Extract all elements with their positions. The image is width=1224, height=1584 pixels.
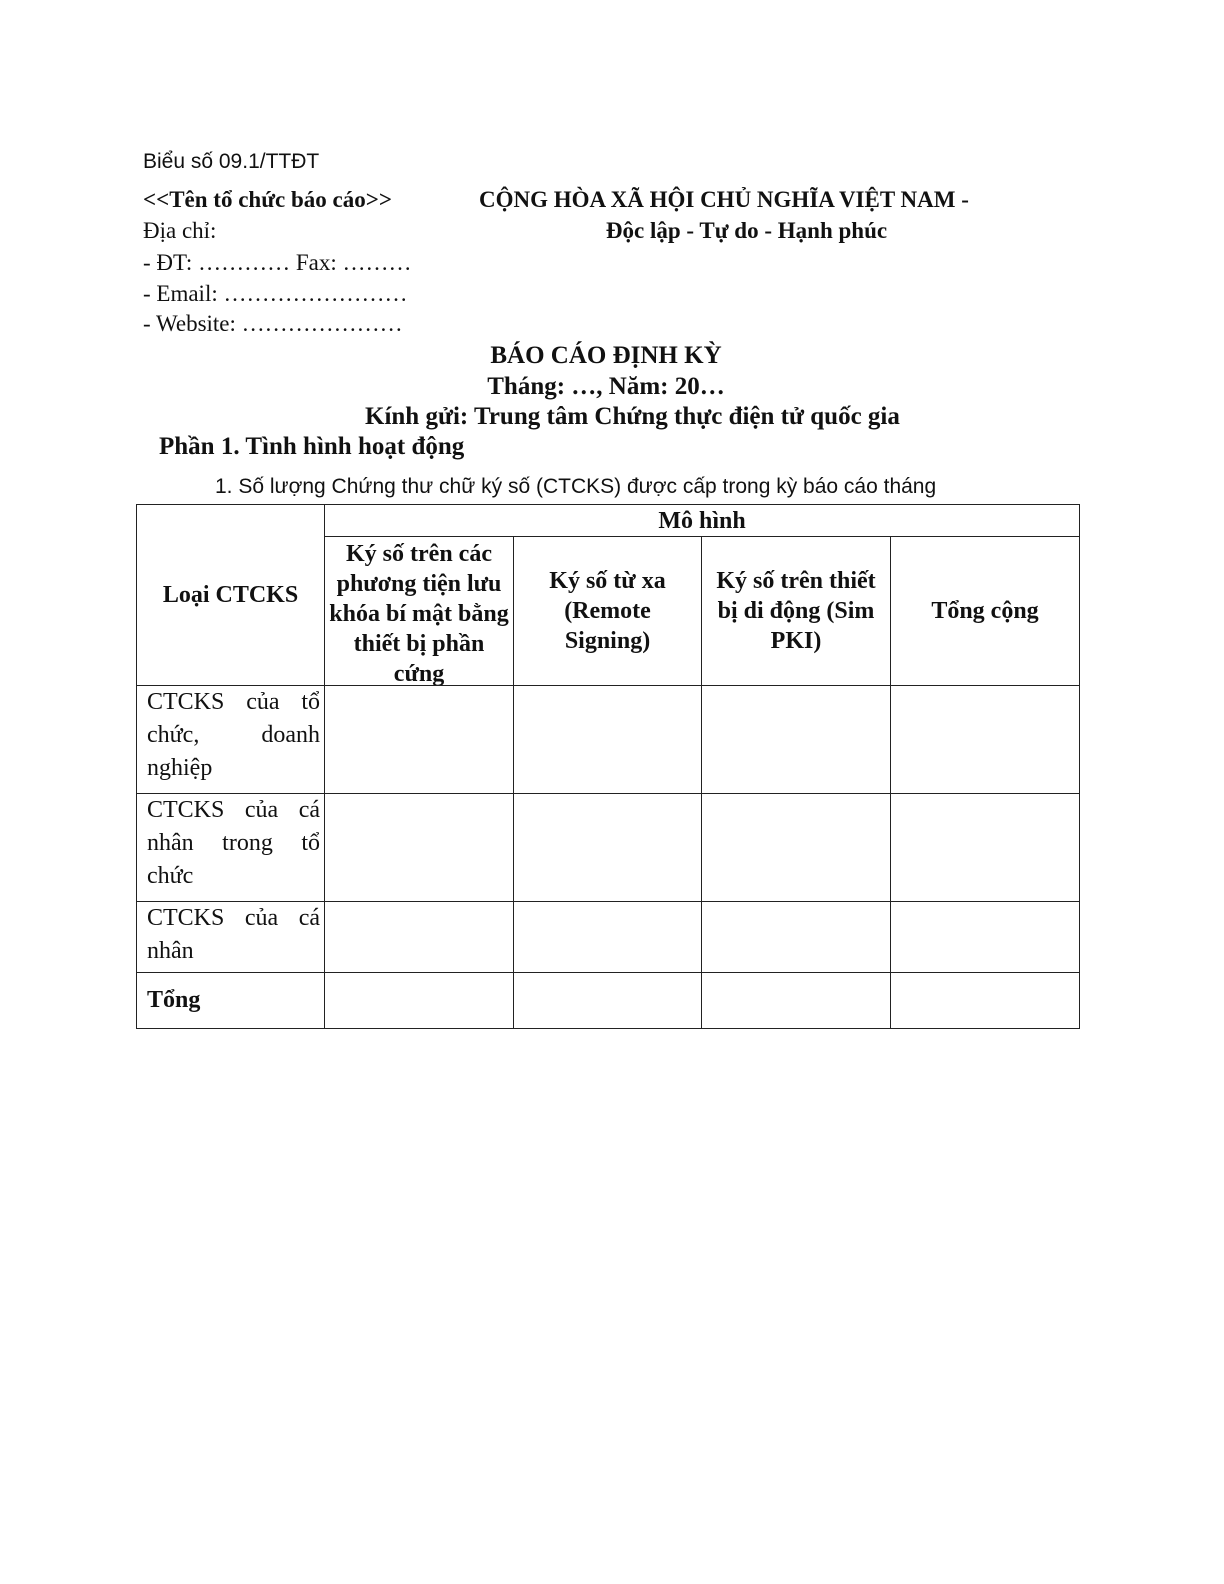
- national-title: CỘNG HÒA XÃ HỘI CHỦ NGHĨA VIỆT NAM -: [479, 187, 969, 212]
- row-label: CTCKS của tổ chức, doanh nghiệp: [137, 686, 325, 794]
- table-cell[interactable]: [702, 902, 891, 973]
- header-remote-label: Ký số từ xa (Remote Signing): [549, 568, 666, 654]
- table-cell[interactable]: [514, 686, 702, 794]
- row-label: CTCKS của cá nhân: [137, 902, 325, 973]
- table-cell[interactable]: [514, 902, 702, 973]
- form-code: Biểu số 09.1/TTĐT: [143, 150, 320, 173]
- header-mobile-label: Ký số trên thiết bị di động (Sim PKI): [716, 568, 876, 654]
- table-cell[interactable]: [325, 973, 514, 1029]
- report-period: Tháng: …, Năm: 20…: [487, 373, 725, 400]
- table-cell[interactable]: [891, 973, 1080, 1029]
- table-cell[interactable]: [514, 973, 702, 1029]
- table-cell[interactable]: [702, 973, 891, 1029]
- header-type: Loại CTCKS: [137, 505, 325, 686]
- table-cell[interactable]: [325, 902, 514, 973]
- header-total: Tổng cộng: [891, 537, 1080, 686]
- report-title: BÁO CÁO ĐỊNH KỲ: [490, 342, 722, 369]
- org-address: Địa chỉ:: [143, 218, 217, 243]
- table-cell[interactable]: [891, 794, 1080, 902]
- org-website: - Website: …………………: [143, 311, 403, 336]
- header-remote: [514, 537, 702, 686]
- section-item: 1. Số lượng Chứng thư chữ ký số (CTCKS) được cấp trong kỳ báo cáo tháng: [215, 475, 937, 498]
- national-motto: Độc lập - Tự do - Hạnh phúc: [605, 218, 888, 243]
- table-header-row: [137, 505, 1080, 537]
- table-cell[interactable]: [325, 794, 514, 902]
- org-email: - Email: ……………………: [143, 281, 408, 306]
- table-row: [137, 794, 1080, 902]
- ctcks-table: [136, 504, 1080, 1029]
- report-recipient: Kính gửi: Trung tâm Chứng thực điện tử quốc gia: [365, 403, 900, 430]
- table-total-row: [137, 973, 1080, 1029]
- header-hardware: [325, 537, 514, 686]
- org-phone-fax: - ĐT: ………… Fax: ………: [143, 250, 412, 275]
- header-model-group: Mô hình: [325, 505, 1080, 537]
- header-mobile: [702, 537, 891, 686]
- table-cell[interactable]: [891, 686, 1080, 794]
- header-hardware-label: Ký số trên các phương tiện lưu khóa bí mật bằng thiết bị phần cứng: [329, 541, 509, 685]
- section-title: Phần 1. Tình hình hoạt động: [159, 433, 465, 460]
- table-cell[interactable]: [514, 794, 702, 902]
- table-cell[interactable]: [702, 686, 891, 794]
- table-cell[interactable]: [325, 686, 514, 794]
- row-label: CTCKS của cá nhân trong tổ chức: [137, 794, 325, 902]
- table-row: [137, 902, 1080, 973]
- table-cell[interactable]: [891, 902, 1080, 973]
- table-cell[interactable]: [702, 794, 891, 902]
- total-label: Tổng: [137, 973, 325, 1029]
- table-row: [137, 686, 1080, 794]
- org-name: <<Tên tổ chức báo cáo>>: [143, 187, 392, 212]
